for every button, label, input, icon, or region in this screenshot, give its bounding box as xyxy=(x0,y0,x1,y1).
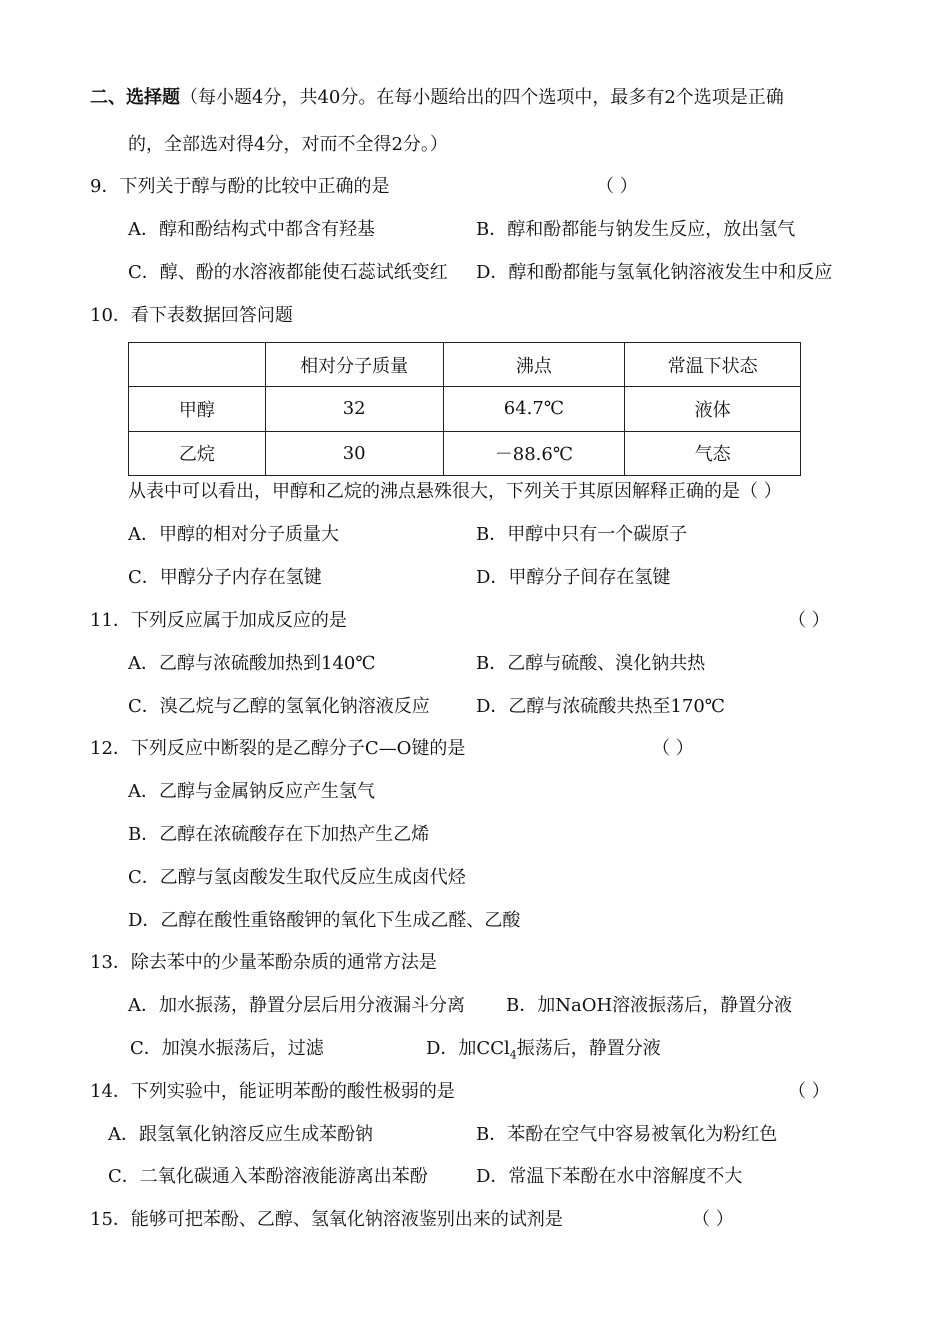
table-row xyxy=(129,387,801,431)
table-cell: 64.7℃ xyxy=(443,387,625,431)
q14-stem: 14．下列实验中，能证明苯酚的酸性极弱的是 xyxy=(90,1081,455,1102)
table-header-cell: 相对分子质量 xyxy=(265,343,443,387)
q13-option-c: C．加溴水振荡后，过滤 xyxy=(130,1038,324,1059)
table-cell: 32 xyxy=(265,387,443,431)
q14-option-c: C．二氧化碳通入苯酚溶液能游离出苯酚 xyxy=(108,1166,428,1187)
q13-option-a: A．加水振荡，静置分层后用分液漏斗分离 xyxy=(128,995,465,1016)
q12-answer-blank: （ ） xyxy=(652,738,694,759)
table-header-cell: 常温下状态 xyxy=(625,343,801,387)
q11-option-c: C．溴乙烷与乙醇的氢氧化钠溶液反应 xyxy=(128,696,430,717)
table-cell: 气态 xyxy=(625,431,801,475)
q10-data-table xyxy=(128,342,801,476)
q11-option-b: B．乙醇与硫酸、溴化钠共热 xyxy=(476,653,706,674)
q9-option-a: A．醇和酚结构式中都含有羟基 xyxy=(128,219,375,240)
q11-option-d: D．乙醇与浓硫酸共热至170℃ xyxy=(476,696,725,717)
q10-option-b: B．甲醇中只有一个碳原子 xyxy=(476,524,688,545)
q14-option-b: B．苯酚在空气中容易被氧化为粉红色 xyxy=(476,1124,778,1145)
q13-stem: 13．除去苯中的少量苯酚杂质的通常方法是 xyxy=(90,952,437,973)
q9-stem: 9．下列关于醇与酚的比较中正确的是 xyxy=(90,176,390,197)
q10-stem: 10．看下表数据回答问题 xyxy=(90,305,293,326)
table-cell: 液体 xyxy=(625,387,801,431)
q11-answer-blank: （ ） xyxy=(788,610,830,631)
q9-option-d: D．醇和酚都能与氢氧化钠溶液发生中和反应 xyxy=(476,262,833,283)
q13-option-d-tail: 振荡后，静置分液 xyxy=(516,1038,661,1059)
section-instruction-cont: 的，全部选对得4分，对而不全得2分。） xyxy=(128,134,448,155)
section-instruction: （每小题4分，共40分。在每小题给出的四个选项中，最多有2个选项是正确 xyxy=(180,87,784,108)
q10-option-a: A．甲醇的相对分子质量大 xyxy=(128,524,339,545)
table-header-row xyxy=(129,343,801,387)
q11-option-a: A．乙醇与浓硫酸加热到140℃ xyxy=(128,653,376,674)
q9-option-b: B．醇和酚都能与钠发生反应，放出氢气 xyxy=(476,219,796,240)
q15-stem: 15．能够可把苯酚、乙醇、氢氧化钠溶液鉴别出来的试剂是 xyxy=(90,1209,563,1230)
section-heading xyxy=(90,86,784,110)
table-cell: 乙烷 xyxy=(129,431,266,475)
table-row xyxy=(129,431,801,475)
section-title: 二、选择题 xyxy=(90,87,180,108)
q12-option-d: D．乙醇在酸性重铬酸钾的氧化下生成乙醛、乙酸 xyxy=(128,910,521,931)
table-cell: 甲醇 xyxy=(129,387,266,431)
q13-option-d-text: D．加CCl xyxy=(426,1038,510,1059)
q15-answer-blank: （ ） xyxy=(692,1209,734,1230)
table-cell: 30 xyxy=(265,431,443,475)
q14-option-d: D．常温下苯酚在水中溶解度不大 xyxy=(476,1166,743,1187)
q13-option-d xyxy=(426,1037,661,1068)
q14-option-a: A．跟氢氧化钠溶反应生成苯酚钠 xyxy=(108,1124,373,1145)
q10-follow-up: 从表中可以看出，甲醇和乙烷的沸点悬殊很大，下列关于其原因解释正确的是（ ） xyxy=(128,481,782,502)
q9-option-c: C．醇、酚的水溶液都能使石蕊试纸变红 xyxy=(128,262,448,283)
q9-answer-blank: （ ） xyxy=(596,176,638,197)
q12-option-a: A．乙醇与金属钠反应产生氢气 xyxy=(128,781,375,802)
table-header-cell: 沸点 xyxy=(443,343,625,387)
ccl4-subscript: 4 xyxy=(509,1048,517,1062)
table-header-cell xyxy=(129,343,266,387)
q12-option-b: B．乙醇在浓硫酸存在下加热产生乙烯 xyxy=(128,824,430,845)
q11-stem: 11．下列反应属于加成反应的是 xyxy=(90,610,347,631)
q10-option-d: D．甲醇分子间存在氢键 xyxy=(476,567,671,588)
q13-option-b: B．加NaOH溶液振荡后，静置分液 xyxy=(506,995,793,1016)
table-cell: －88.6℃ xyxy=(443,431,625,475)
q10-option-c: C．甲醇分子内存在氢键 xyxy=(128,567,322,588)
q12-stem: 12．下列反应中断裂的是乙醇分子C—O键的是 xyxy=(90,738,466,759)
q14-answer-blank: （ ） xyxy=(788,1081,830,1102)
q12-option-c: C．乙醇与氢卤酸发生取代反应生成卤代烃 xyxy=(128,867,466,888)
